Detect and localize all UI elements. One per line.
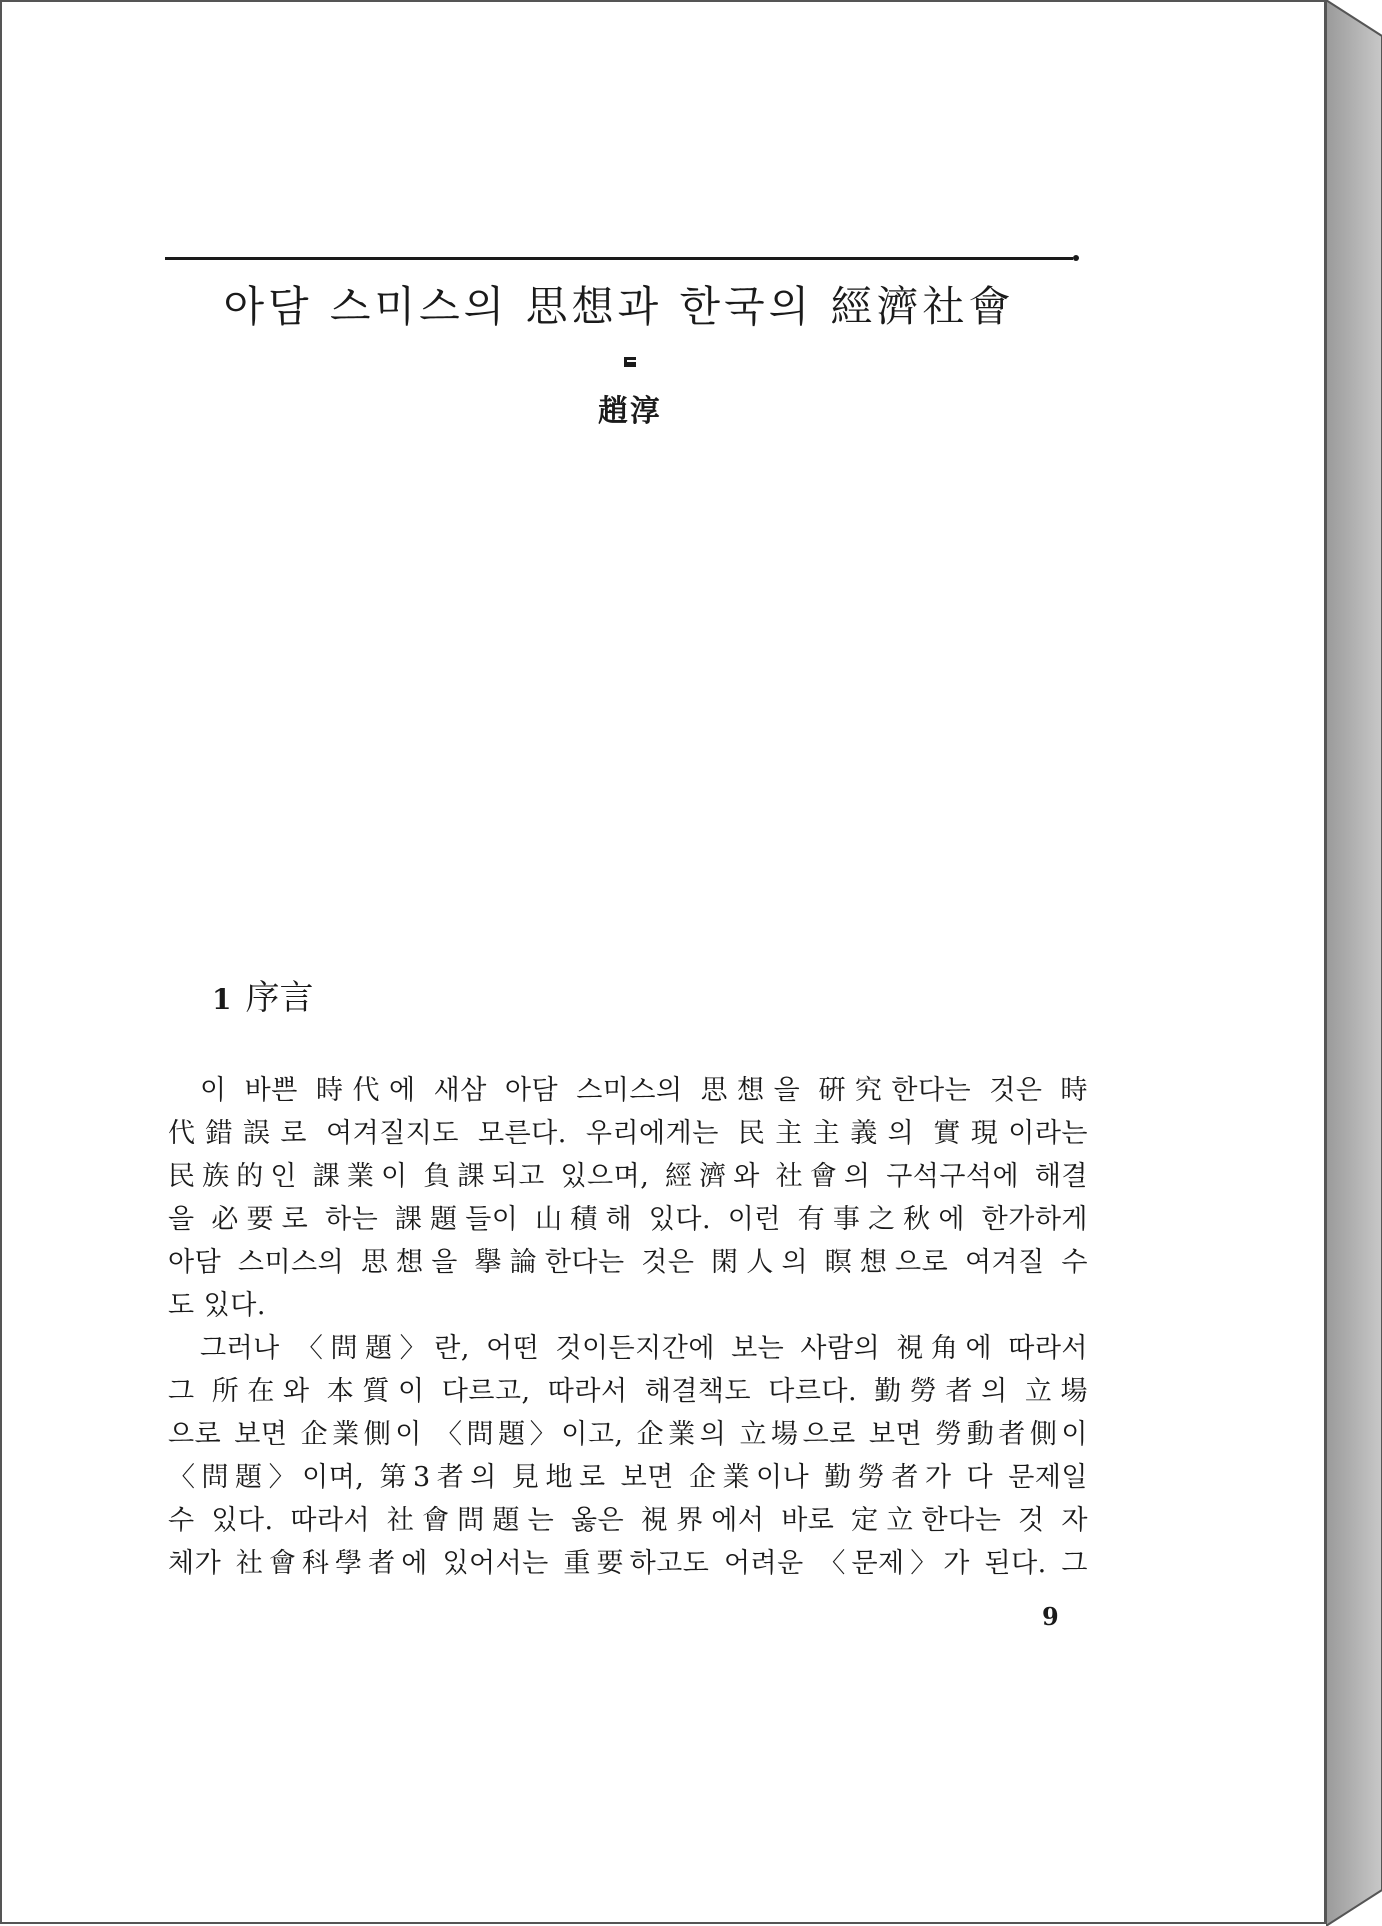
body-line: 을 必要로 하는 課題들이 山積해 있다. 이런 有事之秋에 한가하게 [168,1204,1088,1235]
section-number: 1 [212,983,232,1016]
body-line: 民族的인 課業이 負課되고 있으며, 經濟와 社會의 구석구석에 해결 [168,1161,1088,1192]
article-title: 아담 스미스의 思想과 한국의 經濟社會 [223,282,1015,331]
page-number: 9 [1042,1602,1059,1631]
article-author: 趙淳 [598,394,662,429]
body-line: 아담 스미스의 思想을 擧論한다는 것은 閑人의 瞑想으로 여겨질 수 [168,1247,1088,1278]
section-heading [212,970,313,1019]
body-line: 으로 보면 企業側이 〈問題〉이고, 企業의 立場으로 보면 勞動者側이 [168,1419,1088,1450]
body-line: 그러나 〈問題〉란, 어떤 것이든지간에 보는 사람의 視角에 따라서 [200,1333,1088,1364]
body-line: 수 있다. 따라서 社會問題는 옳은 視界에서 바로 定立한다는 것 자 [168,1505,1088,1536]
body-line: 代錯誤로 여겨질지도 모른다. 우리에게는 民主主義의 實現이라는 [168,1118,1088,1149]
title-rule [165,257,1073,260]
body-line: 이 바쁜 時代에 새삼 아담 스미스의 思想을 硏究한다는 것은 時 [200,1075,1088,1106]
author-marker-icon [624,357,636,367]
page-stack-edge [1326,0,1382,1926]
body-line: 체가 社會科學者에 있어서는 重要하고도 어려운 〈문제〉가 된다. 그 [168,1548,1088,1579]
section-title: 序言 [245,978,314,1018]
body-paragraphs [168,1069,1088,1585]
body-line: 그 所在와 本質이 다르고, 따라서 해결책도 다르다. 勤勞者의 立場 [168,1376,1088,1407]
body-line: 〈問題〉이며, 第3者의 見地로 보면 企業이나 勤勞者가 다 문제일 [168,1462,1088,1493]
body-line: 도 있다. [168,1290,266,1321]
